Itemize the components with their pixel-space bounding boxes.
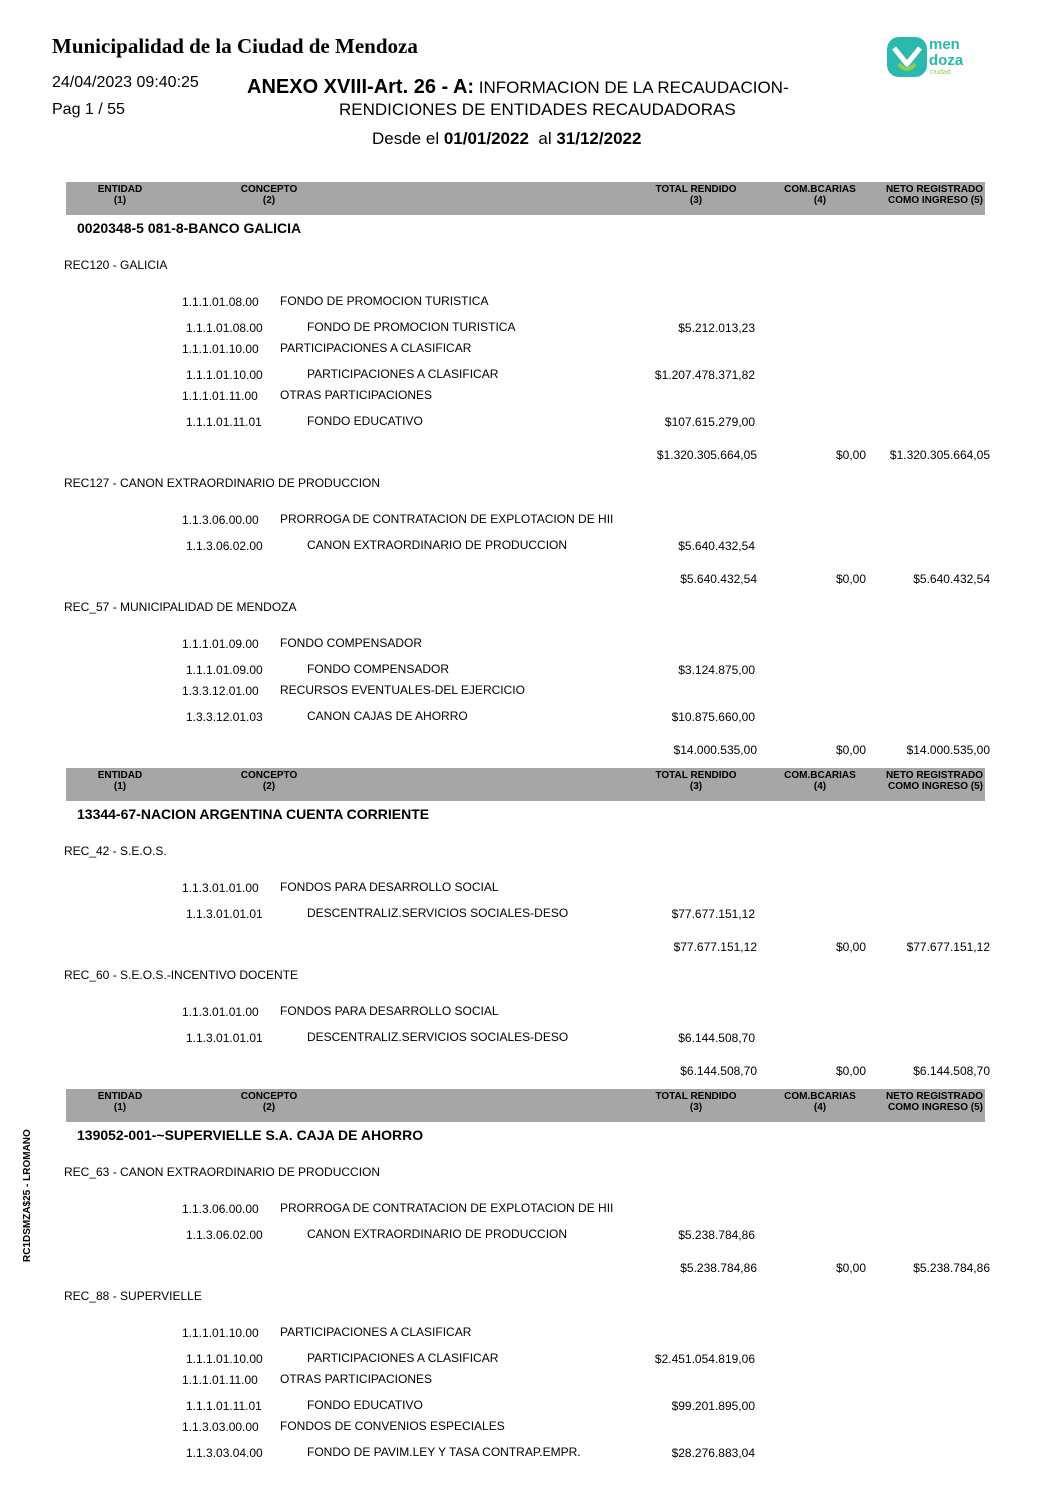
desde-date: 01/01/2022: [443, 129, 529, 148]
column-com-bcarias: COM.BCARIAS (4): [784, 770, 856, 792]
group-code: 1.1.3.01.01.00: [182, 881, 259, 895]
rec-total-rendido: $14.000.535,00: [673, 743, 757, 757]
detail-concept: PARTICIPACIONES A CLASIFICAR: [307, 1351, 499, 1365]
detail-amount: $1.207.478.371,82: [654, 368, 755, 382]
rec-neto-registrado: $6.144.508,70: [913, 1064, 990, 1078]
detail-concept: CANON EXTRAORDINARIO DE PRODUCCION: [307, 1227, 568, 1241]
detail-code: 1.1.1.01.10.00: [186, 1352, 263, 1366]
column-entidad: ENTIDAD (1): [97, 770, 143, 792]
logo-text-ciudad: ciudad: [930, 69, 951, 76]
column-neto-registrado: NETO REGISTRADO COMO INGRESO (5): [885, 1091, 983, 1113]
rec-name: REC_42 - S.E.O.S.: [64, 844, 167, 858]
detail-concept: CANON EXTRAORDINARIO DE PRODUCCION: [307, 538, 568, 552]
group-concept: RECURSOS EVENTUALES-DEL EJERCICIO: [280, 683, 525, 697]
detail-concept: PARTICIPACIONES A CLASIFICAR: [307, 367, 499, 381]
detail-amount: $5.640.432,54: [678, 539, 755, 553]
logo-text-doza: doza: [929, 52, 964, 69]
date-range: [372, 129, 641, 149]
rec-name: REC127 - CANON EXTRAORDINARIO DE PRODUCCION: [64, 476, 381, 490]
al-date: 31/12/2022: [556, 129, 642, 148]
mendoza-logo: [886, 34, 986, 82]
rec-total-rendido: $6.144.508,70: [680, 1064, 757, 1078]
group-code: 1.1.1.01.11.00: [182, 1373, 258, 1387]
detail-code: 1.1.1.01.09.00: [186, 663, 263, 677]
column-neto-registrado: NETO REGISTRADO COMO INGRESO (5): [885, 184, 983, 206]
rec-com-bcarias: $0,00: [835, 1261, 866, 1275]
rec-com-bcarias: $0,00: [835, 940, 866, 954]
detail-code: 1.1.1.01.10.00: [186, 368, 263, 382]
group-code: 1.1.1.01.11.00: [182, 389, 258, 403]
detail-concept: FONDO COMPENSADOR: [307, 662, 450, 676]
rec-com-bcarias: $0,00: [835, 743, 866, 757]
group-concept: FONDO DE PROMOCION TURISTICA: [280, 294, 489, 308]
detail-code: 1.3.3.12.01.03: [186, 710, 263, 724]
column-com-bcarias: COM.BCARIAS (4): [784, 184, 856, 206]
detail-code: 1.1.3.01.01.01: [186, 1031, 263, 1045]
rec-name: REC120 - GALICIA: [64, 258, 168, 272]
detail-code: 1.1.3.06.02.00: [186, 539, 263, 553]
report-datetime: 24/04/2023 09:40:25: [52, 74, 199, 91]
detail-code: 1.1.3.06.02.00: [186, 1228, 263, 1242]
detail-concept: FONDO DE PROMOCION TURISTICA: [307, 320, 516, 334]
group-concept: FONDOS PARA DESARROLLO SOCIAL: [280, 880, 499, 894]
detail-code: 1.1.3.01.01.01: [186, 907, 263, 921]
rec-com-bcarias: $0,00: [835, 1064, 866, 1078]
group-concept: PRORROGA DE CONTRATACION DE EXPLOTACION DE HII: [280, 512, 614, 526]
column-header-bar: [66, 1089, 985, 1122]
detail-code: 1.1.1.01.11.01: [186, 415, 262, 429]
detail-amount: $6.144.508,70: [678, 1031, 755, 1045]
entity-name: 0020348-5 081-8-BANCO GALICIA: [77, 220, 302, 236]
group-concept: FONDOS PARA DESARROLLO SOCIAL: [280, 1004, 499, 1018]
detail-amount: $2.451.054.819,06: [654, 1352, 755, 1366]
detail-concept: DESCENTRALIZ.SERVICIOS SOCIALES-DESO: [307, 1030, 569, 1044]
desde-label: Desde el: [372, 129, 444, 148]
column-total-rendido: TOTAL RENDIDO (3): [655, 184, 737, 206]
group-code: 1.1.3.03.00.00: [182, 1420, 259, 1434]
rec-total-rendido: $77.677.151,12: [673, 940, 757, 954]
al-label: al: [538, 129, 557, 148]
report-title-rest: INFORMACION DE LA RECAUDACION-: [474, 78, 789, 97]
group-concept: FONDOS DE CONVENIOS ESPECIALES: [280, 1419, 505, 1433]
rec-total-rendido: $5.238.784,86: [680, 1261, 757, 1275]
group-concept: PRORROGA DE CONTRATACION DE EXPLOTACION DE HII: [280, 1201, 614, 1215]
group-concept: PARTICIPACIONES A CLASIFICAR: [280, 1325, 472, 1339]
entity-name: 13344-67-NACION ARGENTINA CUENTA CORRIENTE: [77, 806, 430, 822]
rec-neto-registrado: $77.677.151,12: [906, 940, 990, 954]
detail-amount: $99.201.895,00: [671, 1399, 755, 1413]
detail-concept: FONDO DE PAVIM.LEY Y TASA CONTRAP.EMPR.: [307, 1445, 581, 1459]
group-concept: OTRAS PARTICIPACIONES: [280, 1372, 433, 1386]
group-code: 1.3.3.12.01.00: [182, 684, 259, 698]
column-total-rendido: TOTAL RENDIDO (3): [655, 1091, 737, 1113]
detail-code: 1.1.1.01.08.00: [186, 321, 263, 335]
detail-code: 1.1.1.01.11.01: [186, 1399, 262, 1413]
side-label: RC1DSMZA$25 - LROMANO: [22, 1129, 33, 1262]
detail-concept: CANON CAJAS DE AHORRO: [307, 709, 468, 723]
rec-name: REC_57 - MUNICIPALIDAD DE MENDOZA: [64, 600, 297, 614]
rec-neto-registrado: $1.320.305.664,05: [889, 448, 990, 462]
rec-total-rendido: $1.320.305.664,05: [656, 448, 757, 462]
group-code: 1.1.1.01.08.00: [182, 295, 259, 309]
detail-amount: $28.276.883,04: [671, 1446, 755, 1460]
report-title: [247, 76, 789, 99]
detail-amount: $3.124.875,00: [678, 663, 755, 677]
page-number: Pag 1 / 55: [52, 101, 125, 118]
column-header-bar: [66, 182, 985, 215]
rec-neto-registrado: $5.640.432,54: [913, 572, 990, 586]
detail-concept: FONDO EDUCATIVO: [307, 1398, 423, 1412]
rec-name: REC_88 - SUPERVIELLE: [64, 1289, 202, 1303]
logo-text-men: men: [929, 36, 960, 53]
column-concepto: CONCEPTO (2): [240, 770, 298, 792]
rec-com-bcarias: $0,00: [835, 572, 866, 586]
column-com-bcarias: COM.BCARIAS (4): [784, 1091, 856, 1113]
detail-amount: $77.677.151,12: [671, 907, 755, 921]
group-code: 1.1.3.06.00.00: [182, 513, 259, 527]
detail-concept: DESCENTRALIZ.SERVICIOS SOCIALES-DESO: [307, 906, 569, 920]
rec-name: REC_60 - S.E.O.S.-INCENTIVO DOCENTE: [64, 968, 299, 982]
column-entidad: ENTIDAD (1): [97, 184, 143, 206]
group-code: 1.1.3.06.00.00: [182, 1202, 259, 1216]
detail-code: 1.1.3.03.04.00: [186, 1446, 263, 1460]
column-total-rendido: TOTAL RENDIDO (3): [655, 770, 737, 792]
column-concepto: CONCEPTO (2): [240, 1091, 298, 1113]
group-code: 1.1.1.01.09.00: [182, 637, 259, 651]
group-concept: FONDO COMPENSADOR: [280, 636, 423, 650]
rec-com-bcarias: $0,00: [835, 448, 866, 462]
detail-concept: FONDO EDUCATIVO: [307, 414, 423, 428]
detail-amount: $107.615.279,00: [664, 415, 755, 429]
rec-neto-registrado: $5.238.784,86: [913, 1261, 990, 1275]
column-header-bar: [66, 768, 985, 801]
detail-amount: $10.875.660,00: [671, 710, 755, 724]
rec-total-rendido: $5.640.432,54: [680, 572, 757, 586]
column-entidad: ENTIDAD (1): [97, 1091, 143, 1113]
group-code: 1.1.3.01.01.00: [182, 1005, 259, 1019]
group-code: 1.1.1.01.10.00: [182, 1326, 259, 1340]
report-title-bold: ANEXO XVIII-Art. 26 - A:: [247, 76, 475, 98]
column-neto-registrado: NETO REGISTRADO COMO INGRESO (5): [885, 770, 983, 792]
group-concept: PARTICIPACIONES A CLASIFICAR: [280, 341, 472, 355]
group-code: 1.1.1.01.10.00: [182, 342, 259, 356]
column-concepto: CONCEPTO (2): [240, 184, 298, 206]
report-subtitle: RENDICIONES DE ENTIDADES RECAUDADORAS: [339, 100, 736, 119]
rec-name: REC_63 - CANON EXTRAORDINARIO DE PRODUCCION: [64, 1165, 381, 1179]
rec-neto-registrado: $14.000.535,00: [906, 743, 990, 757]
entity-name: 139052-001-~SUPERVIELLE S.A. CAJA DE AHORRO: [77, 1127, 424, 1143]
group-concept: OTRAS PARTICIPACIONES: [280, 388, 433, 402]
mendoza-logo-icon: [886, 34, 928, 80]
detail-amount: $5.212.013,23: [678, 321, 755, 335]
organization-name: Municipalidad de la Ciudad de Mendoza: [52, 34, 418, 58]
detail-amount: $5.238.784,86: [678, 1228, 755, 1242]
